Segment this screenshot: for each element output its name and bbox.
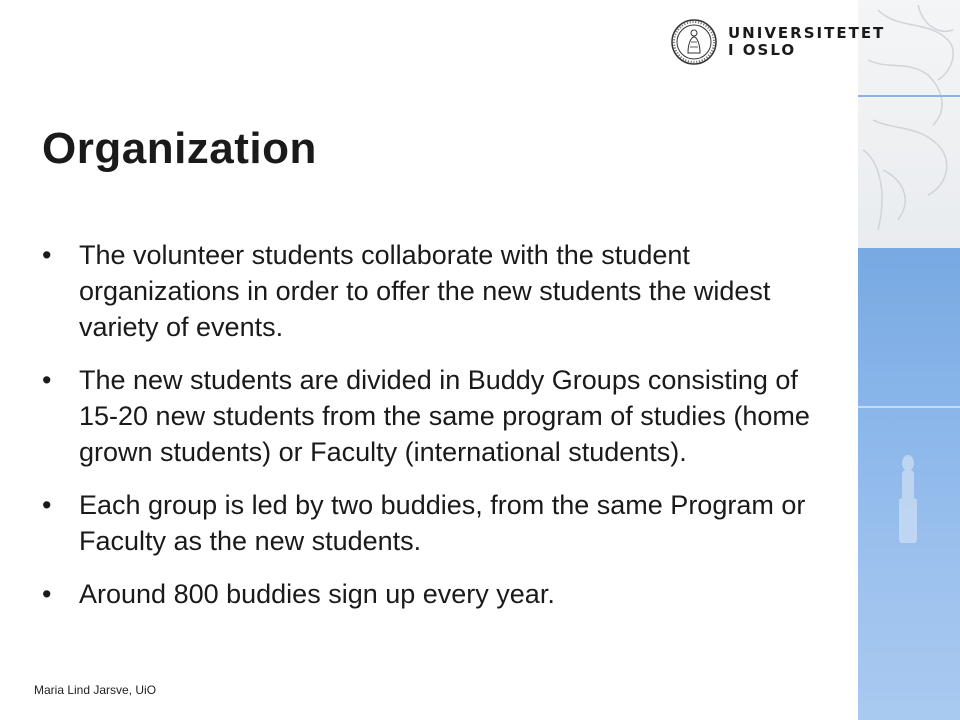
bullet-item: • The new students are divided in Buddy Groups consisting of 15-20 new students from the same program of studies (home grown students) or Faculty (international students). [42,362,842,470]
university-logo [670,18,885,66]
band-divider-top [858,95,960,97]
bullet-list [42,237,842,629]
university-name-line2: I OSLO [728,41,797,59]
band-divider-mid [858,406,960,408]
statue-graphic [858,248,960,720]
bullet-item: • Around 800 buddies sign up every year. [42,576,842,612]
slide-title: Organization [42,124,317,173]
bullet-item: • Each group is led by two buddies, from the same Program or Faculty as the new students. [42,487,842,559]
university-name-line1: UNIVERSITETET [728,24,886,42]
band-blue-panel [858,248,960,720]
university-seal-icon [670,18,718,66]
bullet-item: • The volunteer students collaborate with the student organizations in order to offer the new students the widest variety of events. [42,237,842,345]
university-name [728,25,885,59]
decorative-side-band [858,0,960,720]
footer-author: Maria Lind Jarsve, UiO [34,683,157,697]
